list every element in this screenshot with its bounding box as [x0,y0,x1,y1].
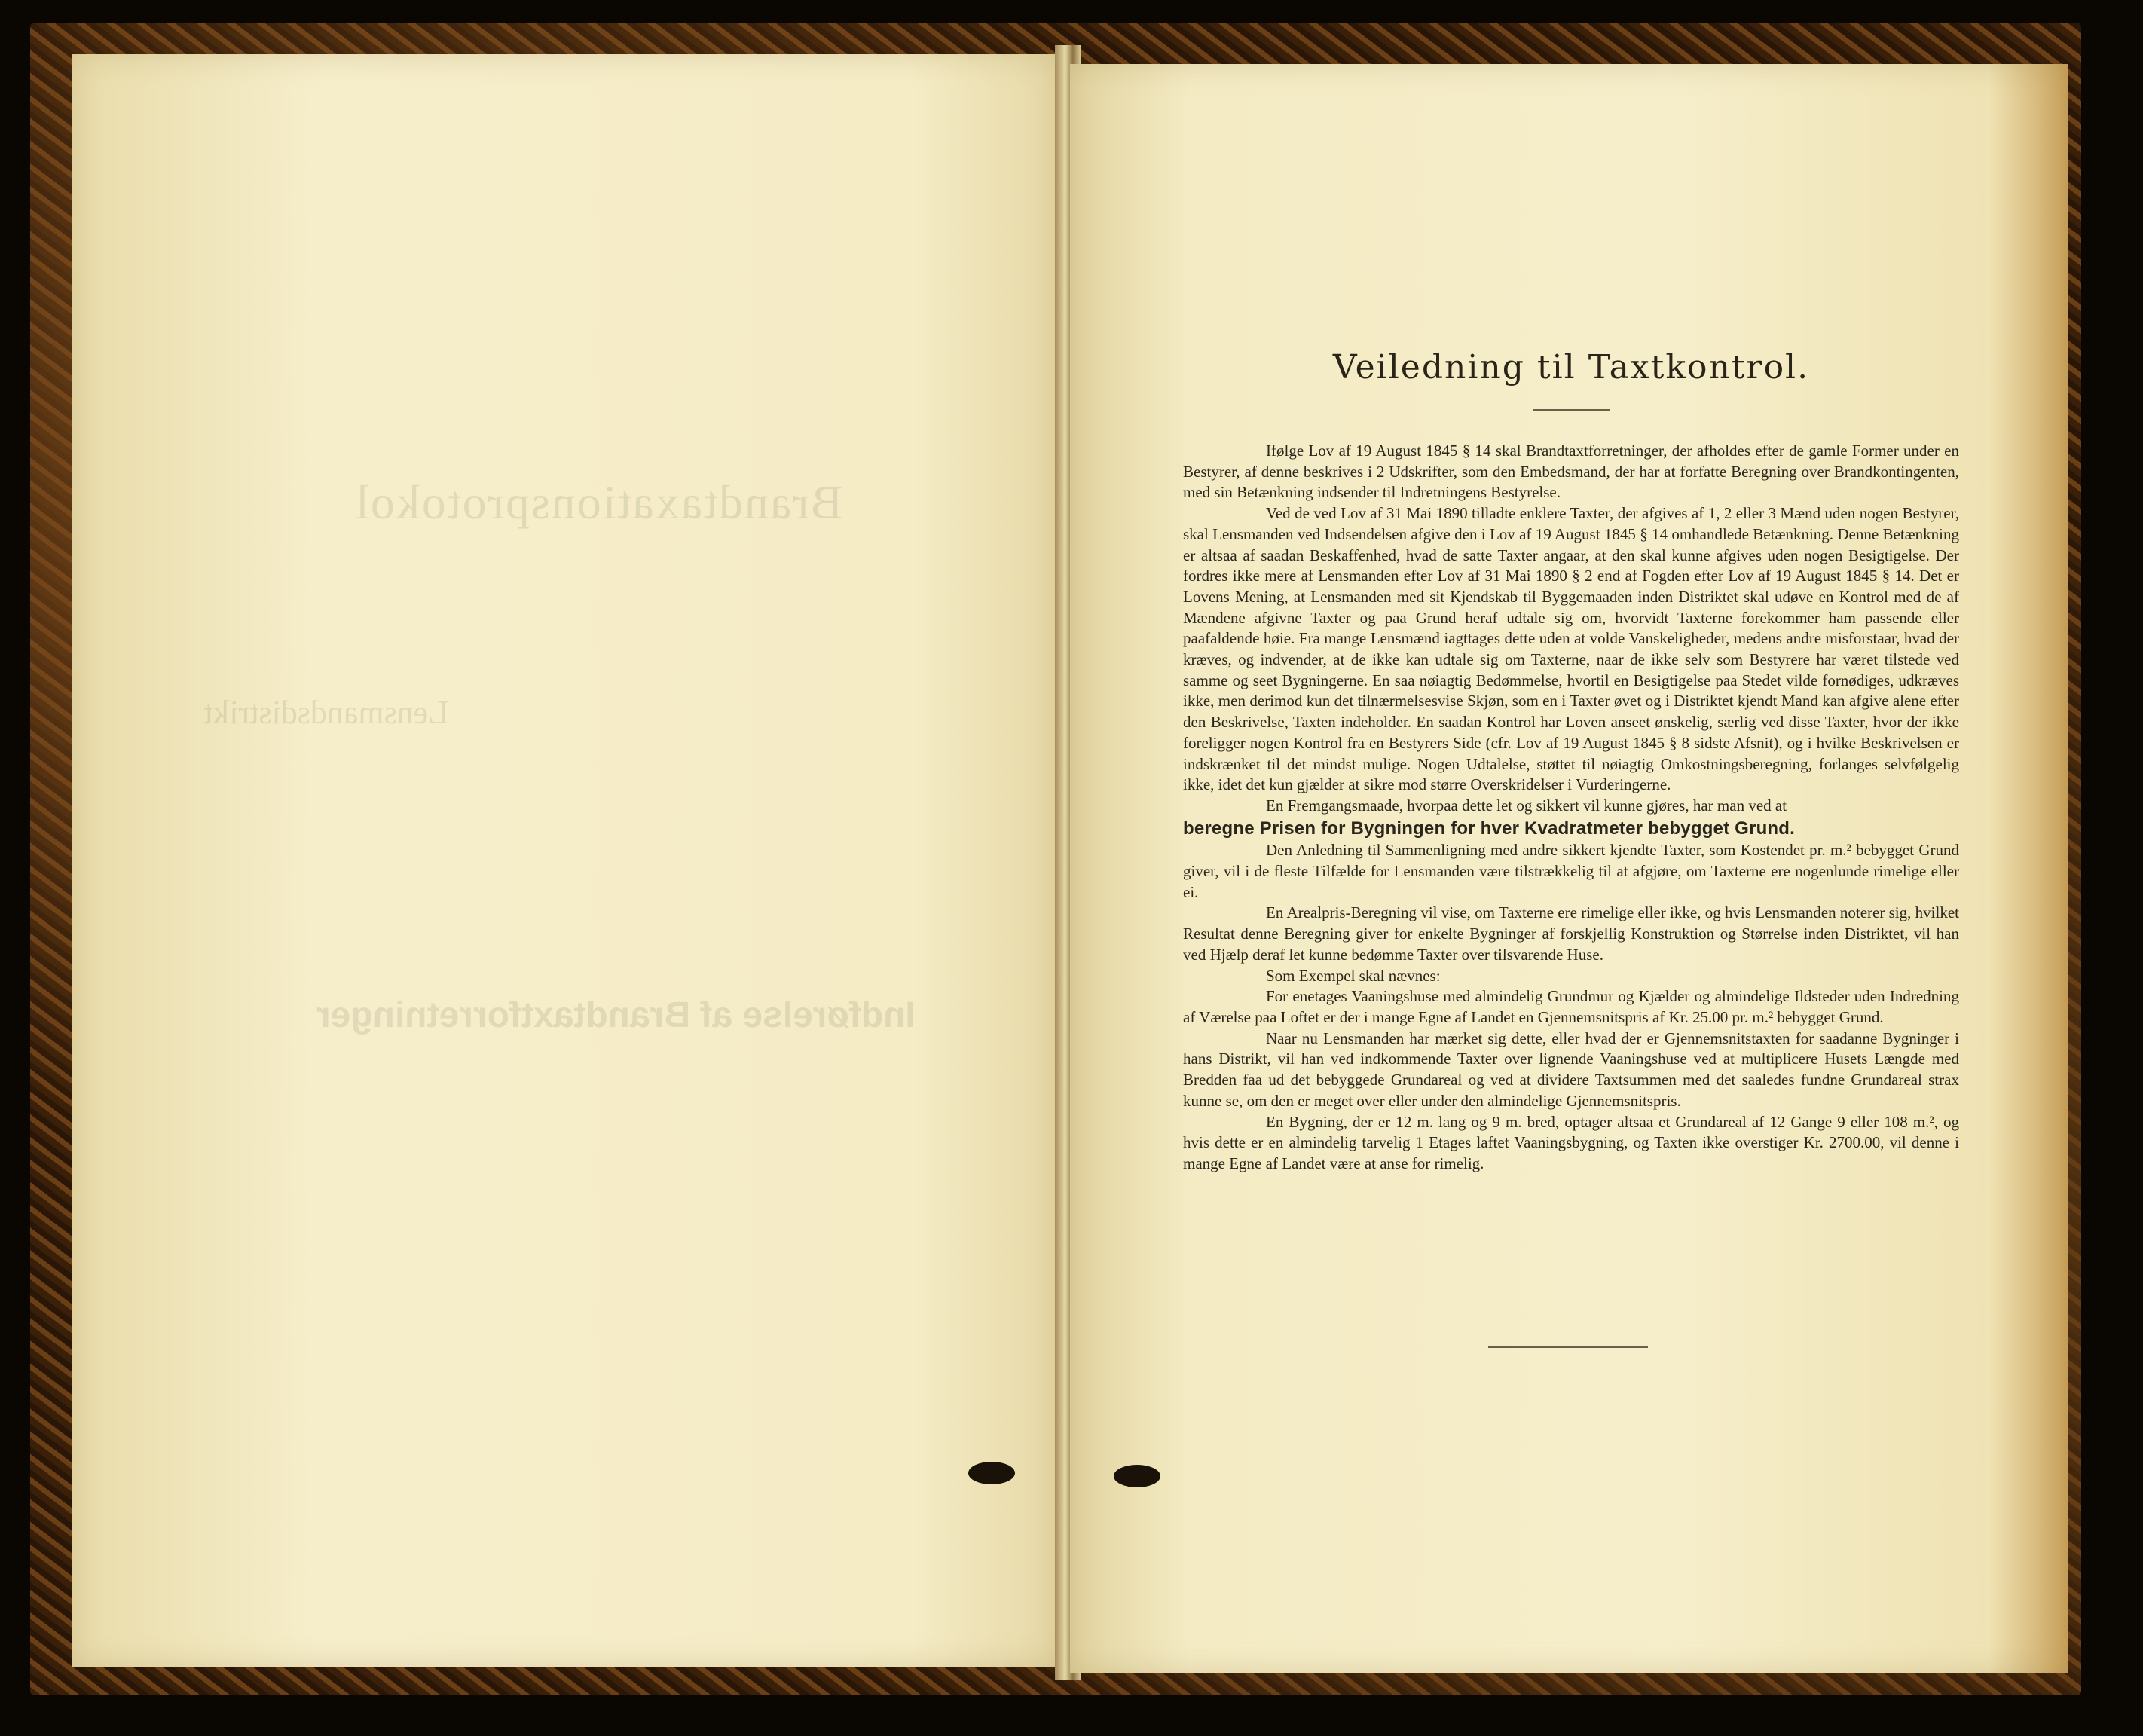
page-title: Veiledning til Taxtkontrol. [1332,348,1810,387]
paragraph: For enetages Vaaningshuse med almindelig Grundmur og Kjælder og almindelige Ildsteder uden Indredning af Værelse paa Loftet er der i mange Egne af Landet en Gjennemsnitspris af Kr. 25.00 pr. m.² bebygget Grund. [1183,987,1959,1026]
paragraph: En Bygning, der er 12 m. lang og 9 m. bred, optager altsaa et Grundareal af 12 Gange 9 eller 108 m.², og hvis dette er en almindelig tarvelig 1 Etages laftet Vaaningsbygning, og Taxten ikke overstiger Kr. 2700.00, vil denne i mange Egne af Landet være at anse for rimelig. [1183,1112,1959,1172]
left-page [72,54,1059,1667]
ghost-text-title: Brandtaxationsprotokol [354,475,843,529]
paragraph: Ved de ved Lov af 31 Mai 1890 tilladte enklere Taxter, der afgives af 1, 2 eller 3 Mænd uden nogen Bestyrer, skal Lensmanden ved Indsendelsen afgive den i Lov af 19 August 1845 § 14 omhandlede Betænkning. Denne Betænkning er altsaa af saadan Beskaffenhed, hvad de satte Taxter angaar, at den skal kunne afgives uden nogen Besigtigelse. Der fordres ikke mere af Lensmanden efter Lov af 31 Mai 1890 § 2 end af Fogden efter Lov af 19 August 1845 § 14. Det er Lovens Mening, at Lensmanden med sit Kjendskab til Byggemaaden inden Distriktet skal udøve en Kontrol med de af Mændene afgivne Taxter og paa Grund heraf udtale sig om, hvorvidt Taxterne forekommer ham passende eller paafaldende høie. Fra mange Lensmænd iagttages dette uden at volde Vanskeligheder, medens andre misforstaar, hvad der kræves, og indvender, at de ikke kan udtale sig om Taxterne, naar de ikke selv som Bestyrere har været tilstede ved samme og seet Bygningerne. En saa nøiagtig Bedømmelse, hvortil en Besigtigelse paa Stedet vilde fornødiges, udkræves ikke, men derimod kun det tilnærmelsesvise Skjøn, som en i Taxter øvet og i Distriktet kjendt Mand kan afgive alene efter den Beskrivelse, Taxten indeholder. En saadan Kontrol har Loven anseet ønskelig, særlig ved disse Taxter, hvor der ikke foreligger nogen Kontrol fra en Bestyrers Side (cfr. Lov af 19 August 1845 § 8 sidste Afsnit), og i hvilke Beskrivelsen er indskrænket til det mindst mulige. Nogen Udtalelse, støttet til nøiagtig Omkostningsberegning, forlanges selvfølgelig ikke, idet det kun gjælder at sikre mod større Overskridelser i Vurderingerne. [1183,504,1959,794]
title-divider [1533,409,1610,411]
binding-hole-left [968,1462,1015,1484]
paragraph: En Arealpris-Beregning vil vise, om Taxterne ere rimelige eller ikke, og hvis Lensmanden noterer sig, hvilket Resultat denne Beregning giver for enkelte Bygninger af forskjellig Konstruktion og Størrelse inden Distriktet, vil han ved Hjælp deraf let kunne bedømme Taxter over tilsvarende Huse. [1183,903,1959,964]
paragraph: Den Anledning til Sammenligning med andre sikkert kjendte Taxter, som Kostendet pr. m.² bebygget Grund giver, vil i de fleste Tilfælde for Lensmanden være tilstrækkelig til at afgjøre, om Taxterne ere nogenlunde rimelige eller ei. [1183,841,1959,901]
ghost-text-entries: Indførelse af Brandtaxtforretninger [316,995,916,1035]
paragraph: Ifølge Lov af 19 August 1845 § 14 skal Brandtaxtforretninger, der afholdes efter de gamle Former under en Bestyrer, af denne beskrives i 2 Udskrifter, som den Embedsmand, der har at forfatte Beregning over Brandkontingenten, med sin Betænkning indsender til Indretningens Bestyrelse. [1183,442,1959,502]
ghost-text-district: Lensmandsdistrikt [203,694,449,731]
emphasis-line: beregne Prisen for Bygningen for hver Kvadratmeter bebygget Grund. [1183,818,1796,839]
document-body [1183,441,1959,1175]
binding-hole-right [1114,1465,1160,1487]
paragraph: Som Exempel skal nævnes: [1266,966,1441,985]
end-divider [1488,1346,1648,1348]
paragraph: Naar nu Lensmanden har mærket sig dette, eller hvad der er Gjennemsnitstaxten for saadanne Bygninger i hans Distrikt, vil han ved indkommende Taxter over lignende Vaaningshuse ved at multiplicere Husets Længde med Bredden faa ud det bebyggede Grundareal og ved at dividere Taxtsummen med det saaledes fundne Grundareal strax kunne se, om den er meget over eller under den almindelige Gjennemsnitspris. [1183,1028,1959,1110]
paragraph: En Fremgangsmaade, hvorpaa dette let og sikkert vil kunne gjøres, har man ved at [1266,796,1787,815]
